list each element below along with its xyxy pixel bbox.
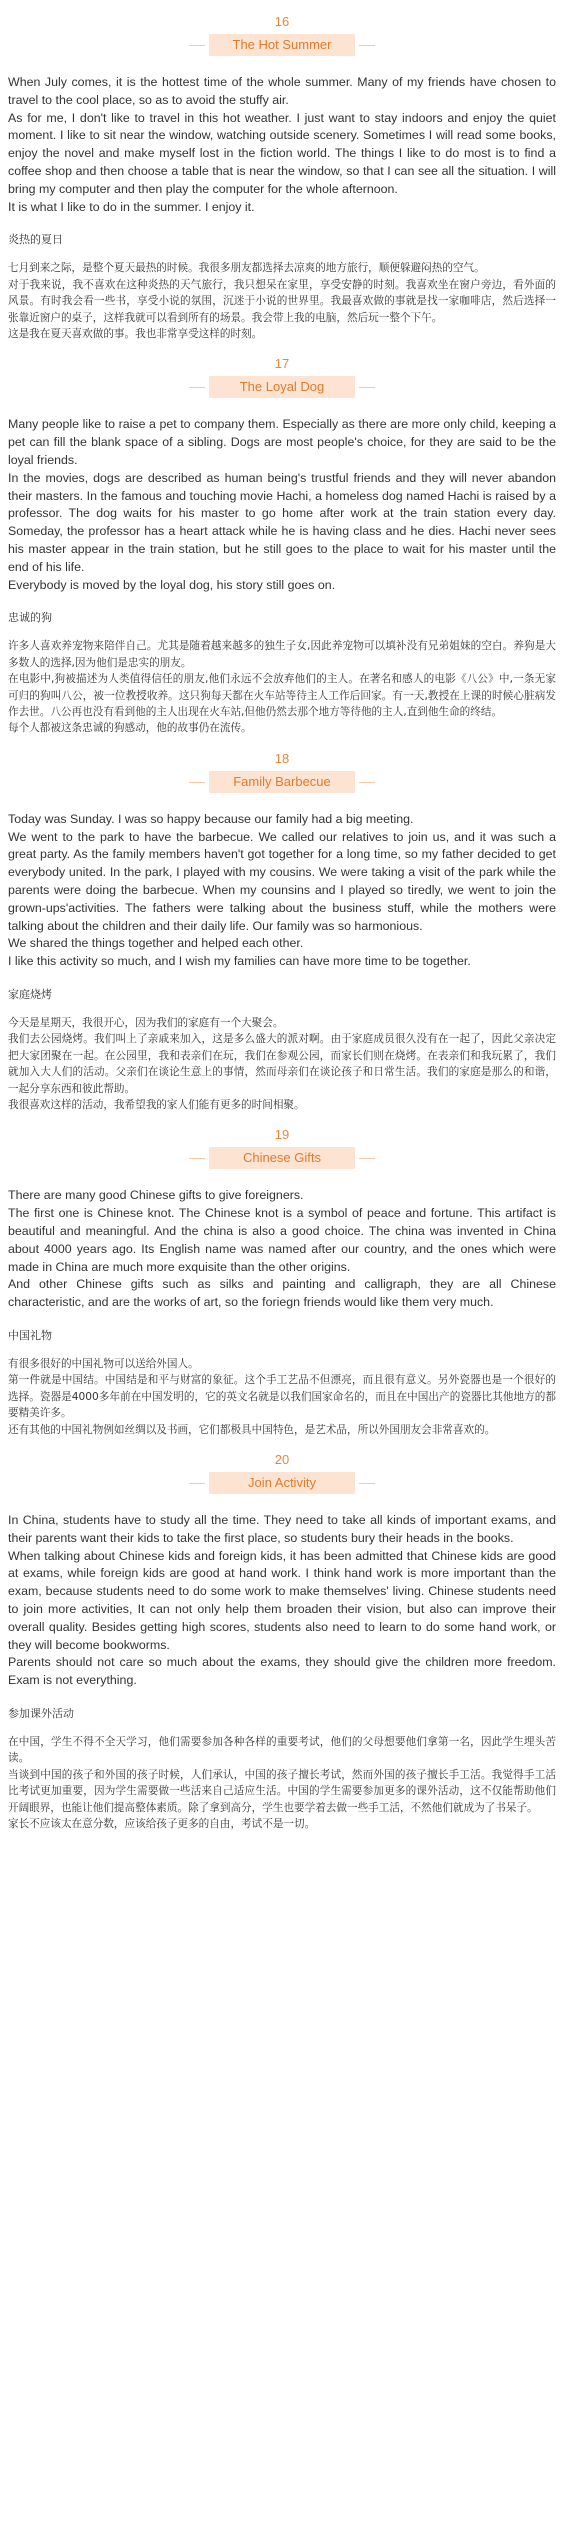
english-paragraph: In the movies, dogs are described as human being's trustful friends and they will never abandon their masters. In the famous and touching movie Hachi, a homeless dog named Hachi is raised by a professor. The dog waits for his master to go home after work at the train station every day. Someday, the professor has a heart attack while he is having class and he dies. Hachi never sees his master appear in the train station, but he still goes to the place to wait for his master until the end of his life.	[8, 470, 556, 574]
english-text	[8, 1187, 556, 1312]
english-text	[8, 74, 556, 216]
english-text	[8, 811, 556, 971]
chinese-title: 参加课外活动	[8, 1707, 74, 1720]
chinese-paragraph: 我们去公园烧烤。我们叫上了亲戚来加入，这是多么盛大的派对啊。由于家庭成员很久没有在一起了，因此父亲决定把大家团聚在一起。在公园里，我和表亲们在玩，我们在参观公园，而家长们则在烧烤。在表亲们和我玩累了，我们就加入大人们的活动。父亲们在谈论生意上的事情，然而母亲们在谈论孩子和日常生活。我们的家庭是那么的和谐，一起分享东西和彼此帮助。	[8, 1033, 556, 1095]
chinese-text	[8, 1734, 556, 1832]
chinese-paragraph: 第一件就是中国结。中国结是和平与财富的象征。这个手工艺品不但漂亮，而且很有意义。另外瓷器也是一个很好的选择。瓷器是4000多年前在中国发明的，它的英文名就是以我们国家命名的，而且在中国出产的瓷器比其他地方的都要精美许多。	[8, 1374, 556, 1420]
english-paragraph: Today was Sunday. I was so happy because our family had a big meeting.	[8, 811, 414, 826]
section-title-badge: Chinese Gifts	[209, 1147, 355, 1169]
english-paragraph: I like this activity so much, and I wish my families can have more time to be together.	[8, 954, 471, 969]
chinese-paragraph: 还有其他的中国礼物例如丝绸以及书画，它们都极具中国特色，是艺术品，所以外国朋友会非常喜欢的。	[8, 1423, 496, 1436]
english-paragraph: When July comes, it is the hottest time of the whole summer. Many of my friends have chosen to travel to the cool place, so as to avoid the stuffy air.	[8, 75, 556, 107]
section-title-badge: The Hot Summer	[209, 34, 355, 56]
chinese-paragraph: 七月到来之际，是整个夏天最热的时候。我很多朋友都选择去凉爽的地方旅行，顺便躲避闷热的空气。	[8, 262, 485, 275]
essay-section	[8, 342, 556, 736]
english-paragraph: As for me, I don't like to travel in this hot weather. I just want to stay indoors and enjoy the quiet moment. I like to sit near the window, watching outside scenery. Sometimes I will read some books, enjoy the novel and make myself lost in the fiction world. The things I like to do most is to find a coffee shop and then choose a table that is near the window, so that I can see all the situation. I will bring my computer and then play the computer for the whole afternoon.	[8, 110, 556, 196]
section-header	[8, 0, 556, 56]
chinese-text	[8, 1015, 556, 1113]
section-title-badge: Join Activity	[209, 1472, 355, 1494]
english-paragraph: We went to the park to have the barbecue. We called our relatives to join us, and it was such a great party. As the family members haven't got together for a long time, so my father decided to get everybody united. In the park, I played with my cousins. We were taking a visit of the park while the parents were doing the barbecue. When my counsins and I played so tiredly, we went to join the grown-ups'activities. The fathers were talking about the business stuff, while the mothers were talking about the children and their daily life. Our family was so harmonious.	[8, 829, 556, 933]
english-paragraph: And other Chinese gifts such as silks and painting and calligraph, they are all Chinese characteristic, and are the works of art, so the foriegn friends would like them very much.	[8, 1277, 556, 1310]
chinese-text	[8, 638, 556, 736]
essay-section	[8, 0, 556, 342]
chinese-paragraph: 每个人都被这条忠诚的狗感动，他的故事仍在流传。	[8, 722, 252, 735]
section-number: 16	[274, 14, 290, 29]
english-paragraph: We shared the things together and helped each other.	[8, 936, 304, 951]
section-header	[8, 342, 556, 398]
section-number: 20	[274, 1452, 290, 1468]
english-paragraph: Many people like to raise a pet to company them. Especially as there are more only child, keeping a pet can fill the blank space of a sibling. Dogs are most people's choice, for they are said to be the loyal friends.	[8, 417, 556, 467]
chinese-paragraph: 这是我在夏天喜欢做的事。我也非常享受这样的时刻。	[8, 328, 263, 340]
essay-section	[8, 1438, 556, 1832]
section-title-badge: Family Barbecue	[209, 771, 355, 793]
section-title-badge: The Loyal Dog	[209, 376, 355, 398]
essay-section	[8, 1113, 556, 1438]
chinese-title: 炎热的夏日	[8, 233, 63, 247]
section-header	[8, 1438, 556, 1494]
english-paragraph: In China, students have to study all the time. They need to take all kinds of important exams, and their parents want their kids to take the first place, so students bury their heads in the books.	[8, 1513, 556, 1545]
section-header	[8, 1113, 556, 1169]
english-paragraph: The first one is Chinese knot. The Chinese knot is a symbol of peace and fortune. This artifact is beautiful and meaningful. And the china is also a good choice. The china was invented in China about 4000 years ago. Its English name was named after our country, and the ones which were made in China are much more exquisite than the other origins.	[8, 1206, 556, 1274]
chinese-paragraph: 在中国，学生不得不全天学习，他们需要参加各种各样的重要考试，他们的父母想要他们拿第一名，因此学生埋头苦读。	[8, 1736, 556, 1765]
chinese-text	[8, 1356, 556, 1438]
chinese-paragraph: 家长不应该太在意分数，应该给孩子更多的自由，考试不是一切。	[8, 1818, 316, 1831]
english-paragraph: Everybody is moved by the loyal dog, his story still goes on.	[8, 577, 336, 592]
chinese-paragraph: 许多人喜欢养宠物来陪伴自己。尤其是随着越来越多的独生子女,因此养宠物可以填补没有兄弟姐妹的空白。养狗是大多数人的选择,因为他们是忠实的朋友。	[8, 640, 556, 669]
english-paragraph: It is what I like to do in the summer. I enjoy it.	[8, 199, 255, 214]
english-paragraph: Parents should not care so much about the exams, they should give the children more freedom. Exam is not everything.	[8, 1655, 556, 1688]
chinese-paragraph: 在电影中,狗被描述为人类值得信任的朋友,他们永远不会放弃他们的主人。在著名和感人的电影《八公》中,一条无家可归的狗叫八公，被一位教授收养。这只狗每天都在火车站等待主人工作后回家。有一天,教授在上课的时候心脏病发作去世。八公再也没有看到他的主人出现在火车站,但他仍然去那个地方等待他的主人,直到他生命的终结。	[8, 673, 556, 718]
chinese-paragraph: 对于我来说，我不喜欢在这种炎热的天气旅行，我只想呆在家里，享受安静的时刻。我喜欢坐在窗户旁边，看外面的风景。有时我会看一些书，享受小说的氛围，沉迷于小说的世界里。我最喜欢做的事就是找一家咖啡店，然后选择一张靠近窗户的桌子，这样我就可以看到所有的场景。我会带上我的电脑，然后玩一整个下午。	[8, 278, 556, 324]
chinese-title: 中国礼物	[8, 1329, 52, 1342]
chinese-paragraph: 我很喜欢这样的活动，我希望我的家人们能有更多的时间相聚。	[8, 1099, 305, 1112]
chinese-text	[8, 260, 556, 342]
english-text	[8, 416, 556, 594]
chinese-title: 家庭烧烤	[8, 987, 52, 1001]
section-number: 19	[274, 1127, 290, 1143]
chinese-paragraph: 今天是星期天，我很开心，因为我们的家庭有一个大聚会。	[8, 1016, 284, 1029]
section-number: 17	[274, 356, 290, 372]
english-paragraph: There are many good Chinese gifts to give foreigners.	[8, 1188, 304, 1203]
chinese-title: 忠诚的狗	[8, 611, 52, 625]
english-paragraph: When talking about Chinese kids and foreign kids, it has been admitted that Chinese kids are good at exams, while foreign kids are good at hand work. I think hand work is more important than the exam, because students need to do some work to make themselves' living. Chinese students need to join more activities, It can not only help them broaden their vision, but also can improve their overall quality. Besides getting high scores, students also need to learn to do some hand work, or they will become bookworms.	[8, 1548, 556, 1652]
chinese-paragraph: 当谈到中国的孩子和外国的孩子时候，人们承认，中国的孩子擅长考试，然而外国的孩子擅长手工活。我觉得手工活比考试更加重要，因为学生需要做一些活来自己适应生活。中国的学生需要参加更多的课外活动，这不仅能帮助他们开阔眼界，也能让他们提高整体素质。除了拿到高分，学生也要学着去做一些手工活，不然他们就成为了书呆子。	[8, 1768, 556, 1814]
section-number: 18	[274, 750, 290, 766]
essay-section	[8, 737, 556, 1114]
chinese-paragraph: 有很多很好的中国礼物可以送给外国人。	[8, 1358, 199, 1370]
english-text	[8, 1512, 556, 1690]
section-header	[8, 737, 556, 793]
